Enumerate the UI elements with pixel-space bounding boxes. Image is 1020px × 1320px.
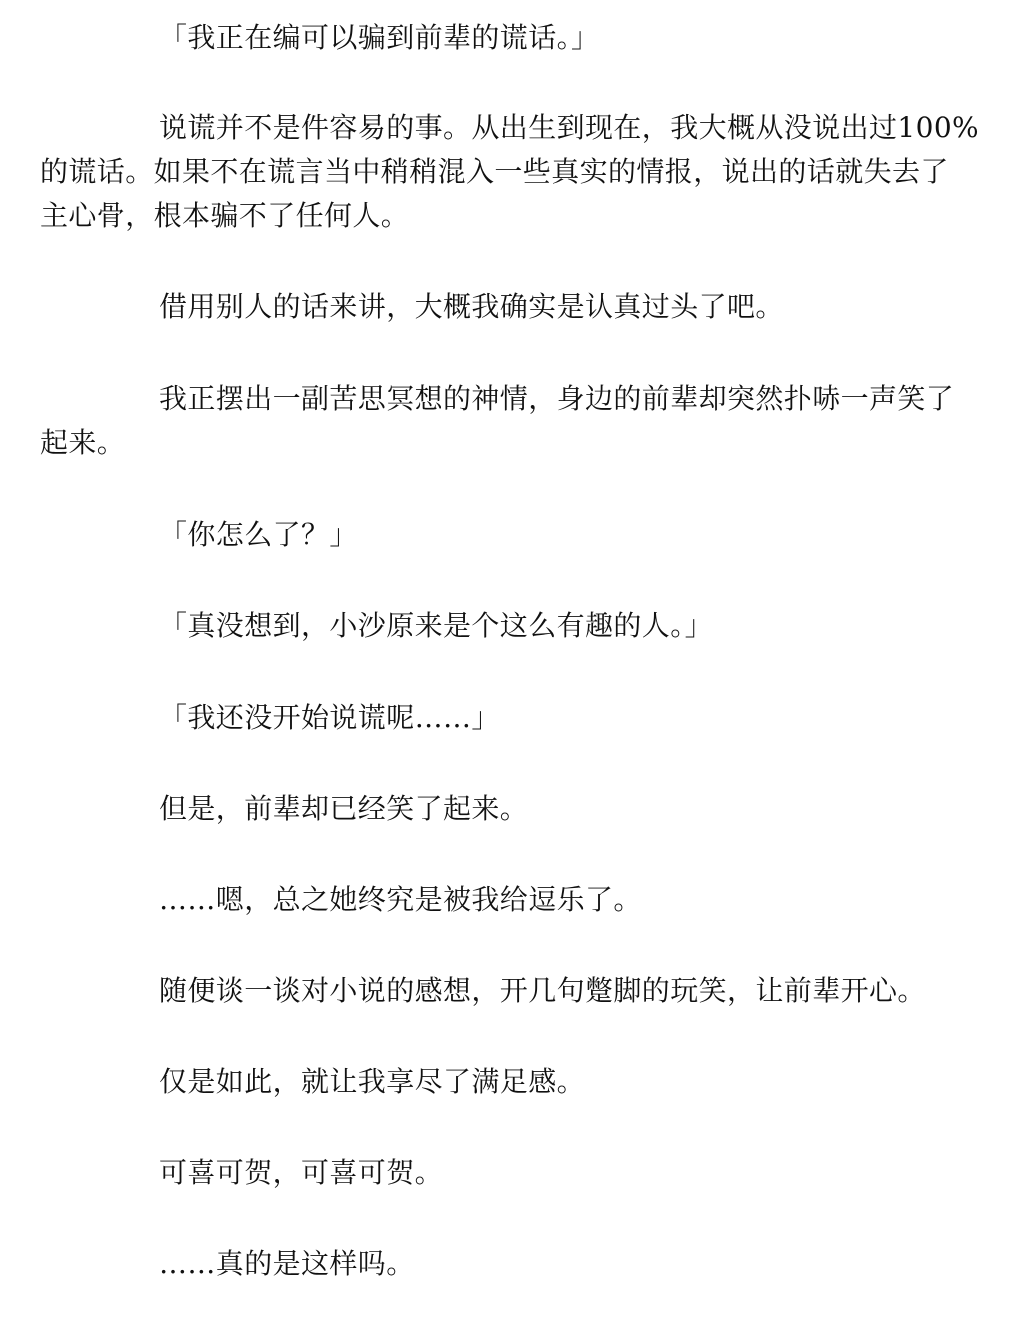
text-line: 仅是如此，就让我享尽了满足感。 (159, 1065, 586, 1098)
paragraph (40, 1242, 985, 1286)
paragraph (40, 377, 985, 465)
paragraph (40, 513, 985, 557)
text-line: 借用别人的话来讲，大概我确实是认真过头了吧。 (159, 290, 784, 323)
text-line: 我正摆出一副苦思冥想的神情，身边的前辈却突然扑哧一声笑了 (159, 382, 955, 415)
paragraph (40, 1060, 985, 1104)
paragraph (40, 787, 985, 831)
paragraph (40, 106, 985, 238)
paragraph (40, 285, 985, 329)
document-page (40, 0, 985, 1320)
text-line: 起来。 (40, 426, 126, 459)
text-line: 说谎并不是件容易的事。从出生到现在，我大概从没说出过100% (159, 111, 980, 144)
text-line: ……嗯，总之她终究是被我给逗乐了。 (159, 883, 642, 916)
text-line: 随便谈一谈对小说的感想，开几句蹩脚的玩笑，让前辈开心。 (159, 974, 926, 1007)
text-line: 「真没想到，小沙原来是个这么有趣的人。」 (159, 609, 714, 642)
text-line: 的谎话。如果不在谎言当中稍稍混入一些真实的情报，说出的话就失去了 (40, 155, 949, 188)
text-line: 但是，前辈却已经笑了起来。 (159, 792, 529, 825)
paragraph (40, 16, 985, 60)
paragraph (40, 878, 985, 922)
text-line: 「我正在编可以骗到前辈的谎话。」 (159, 21, 600, 54)
text-line: 可喜可贺，可喜可贺。 (159, 1156, 444, 1189)
paragraph (40, 604, 985, 648)
text-line: ……真的是这样吗。 (159, 1247, 415, 1280)
paragraph (40, 969, 985, 1013)
text-line: 主心骨，根本骗不了任何人。 (40, 199, 410, 232)
paragraph (40, 1151, 985, 1195)
text-line: 「你怎么了？」 (159, 518, 358, 551)
text-line: 「我还没开始说谎呢……」 (159, 701, 500, 734)
paragraph (40, 696, 985, 740)
